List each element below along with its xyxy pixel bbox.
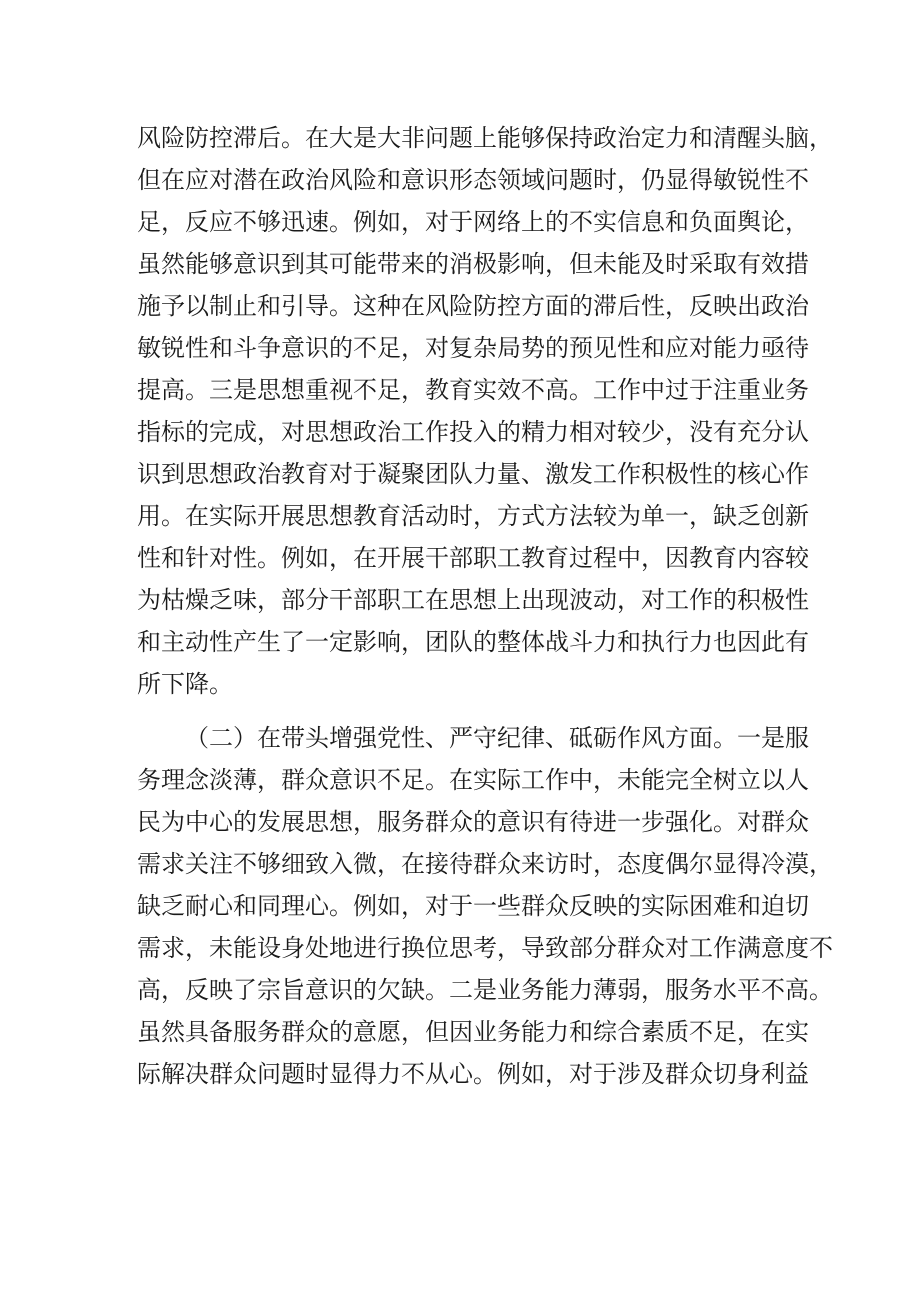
text-line: 但在应对潜在政治风险和意识形态领域问题时，仍显得敏锐性不 [137, 166, 809, 194]
text-line: 用。在实际开展思想教育活动时，方式方法较为单一，缺乏创新 [137, 502, 809, 530]
text-line: 所下降。 [137, 670, 233, 698]
text-line: 虽然具备服务群众的意愿，但因业务能力和综合素质不足，在实 [137, 1018, 809, 1046]
text-line: 提高。三是思想重视不足，教育实效不高。工作中过于注重业务 [137, 376, 809, 404]
text-line: 施予以制止和引导。这种在风险防控方面的滞后性，反映出政治 [137, 292, 809, 320]
text-line: 高，反映了宗旨意识的欠缺。二是业务能力薄弱，服务水平不高。 [137, 976, 833, 1004]
text-line: 务理念淡薄，群众意识不足。在实际工作中，未能完全树立以人 [137, 766, 809, 794]
text-line: 为枯燥乏味，部分干部职工在思想上出现波动，对工作的积极性 [137, 586, 809, 614]
text-line: 指标的完成，对思想政治工作投入的精力相对较少，没有充分认 [137, 418, 809, 446]
text-line: 需求关注不够细致入微，在接待群众来访时，态度偶尔显得冷漠， [137, 850, 833, 878]
text-line: 和主动性产生了一定影响，团队的整体战斗力和执行力也因此有 [137, 628, 809, 656]
section-heading-line: （二）在带头增强党性、严守纪律、砥砺作风方面。一是服 [185, 724, 809, 752]
text-line: 识到思想政治教育对于凝聚团队力量、激发工作积极性的核心作 [137, 460, 809, 488]
text-line: 足，反应不够迅速。例如，对于网络上的不实信息和负面舆论， [137, 208, 809, 236]
text-line: 风险防控滞后。在大是大非问题上能够保持政治定力和清醒头脑， [137, 124, 833, 152]
text-line: 缺乏耐心和同理心。例如，对于一些群众反映的实际困难和迫切 [137, 892, 809, 920]
text-line: 需求，未能设身处地进行换位思考，导致部分群众对工作满意度不 [137, 934, 833, 962]
text-line: 敏锐性和斗争意识的不足，对复杂局势的预见性和应对能力亟待 [137, 334, 809, 362]
text-line: 际解决群众问题时显得力不从心。例如，对于涉及群众切身利益 [137, 1060, 809, 1088]
text-line: 民为中心的发展思想，服务群众的意识有待进一步强化。对群众 [137, 808, 809, 836]
text-line: 虽然能够意识到其可能带来的消极影响，但未能及时采取有效措 [137, 250, 809, 278]
text-line: 性和针对性。例如，在开展干部职工教育过程中，因教育内容较 [137, 544, 809, 572]
